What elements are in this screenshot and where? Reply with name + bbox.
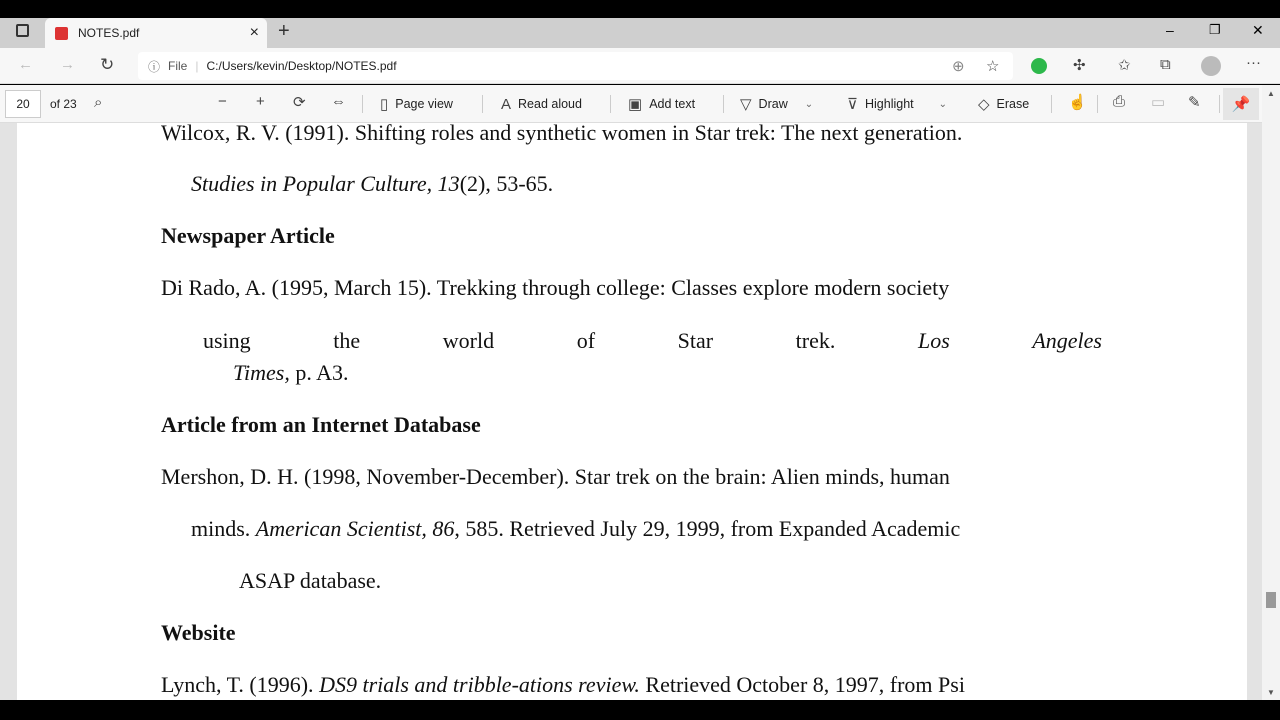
chevron-down-icon[interactable]: ⌄ xyxy=(938,98,948,110)
save-as-button[interactable]: ✎ xyxy=(1188,94,1201,111)
heading-newspaper: Newspaper Article xyxy=(161,223,335,248)
info-icon: ⓘ xyxy=(148,59,161,74)
collections-icon[interactable]: ⧉ xyxy=(1160,56,1171,73)
scroll-up-arrow[interactable]: ▲ xyxy=(1267,89,1275,98)
rotate-button[interactable]: ⟳ xyxy=(293,94,306,111)
erase-button[interactable]: ◇ Erase xyxy=(978,96,1030,113)
zoom-out-button[interactable]: − xyxy=(218,93,227,110)
reference-mershon-cont: minds. American Scientist, 86, 585. Retrieved July 29, 1999, from Expanded Academic xyxy=(191,516,961,541)
heading-website: Website xyxy=(161,620,236,645)
back-button[interactable]: ← xyxy=(18,56,33,73)
pdf-viewer xyxy=(0,123,1262,700)
read-aloud-button[interactable]: A Read aloud xyxy=(501,95,582,113)
reference-mershon-end: ASAP database. xyxy=(239,568,382,593)
zoom-icon[interactable]: ⊕ xyxy=(952,58,965,75)
page-count: of 23 xyxy=(50,97,77,111)
chevron-down-icon[interactable]: ⌄ xyxy=(804,98,814,110)
avatar[interactable] xyxy=(1201,56,1221,76)
pdf-icon xyxy=(55,27,68,40)
add-text-button[interactable]: ▣ Add text xyxy=(628,96,696,113)
pdf-toolbar xyxy=(0,85,1280,123)
page-view-button[interactable]: ▯ Page view xyxy=(380,96,453,113)
fit-width-button[interactable]: ⇔ xyxy=(331,93,346,110)
touch-icon: ☝ xyxy=(1068,94,1087,111)
reference-lynch: Lynch, T. (1996). DS9 trials and tribble-ations review. Retrieved October 8, 1997, from Psi xyxy=(161,672,965,697)
reference-dirado-end: Times, p. A3. xyxy=(233,360,349,385)
favorite-add-icon[interactable]: ☆ xyxy=(986,58,1000,75)
forward-button[interactable]: → xyxy=(60,56,75,73)
page-view-icon: ▯ xyxy=(380,96,389,113)
scrollbar-thumb[interactable] xyxy=(1266,592,1276,608)
eraser-icon: ◇ xyxy=(978,96,990,113)
refresh-button[interactable]: ↻ xyxy=(100,55,115,74)
zoom-in-button[interactable]: + xyxy=(256,93,265,110)
highlight-icon: ⊽ xyxy=(847,96,858,113)
minimize-button[interactable]: – xyxy=(1166,22,1174,38)
close-tab-button[interactable]: × xyxy=(249,24,259,41)
print-button[interactable]: ⎙ xyxy=(1113,93,1126,110)
read-aloud-icon: A xyxy=(501,95,512,113)
more-menu-icon[interactable]: ··· xyxy=(1246,54,1261,71)
add-text-icon: ▣ xyxy=(628,96,643,113)
new-tab-button[interactable]: + xyxy=(278,20,290,42)
tab-notes-pdf[interactable] xyxy=(45,18,267,48)
page-number-input[interactable]: 20 xyxy=(5,90,41,118)
pdf-page xyxy=(17,123,1247,700)
draw-icon: ▽ xyxy=(740,96,752,113)
save-button[interactable]: ▭ xyxy=(1151,94,1166,111)
tab-actions-icon[interactable] xyxy=(16,24,29,37)
close-window-button[interactable]: ✕ xyxy=(1252,22,1264,38)
heading-internet-database: Article from an Internet Database xyxy=(161,412,481,437)
url-text: C:/Users/kevin/Desktop/NOTES.pdf xyxy=(206,59,397,73)
extensions-icon[interactable]: ✣ xyxy=(1073,57,1086,74)
tab-title: NOTES.pdf xyxy=(78,26,140,40)
reference-dirado: Di Rado, A. (1995, March 15). Trekking through college: Classes explore modern society xyxy=(161,275,950,300)
vertical-scrollbar[interactable] xyxy=(1262,85,1280,700)
extension-check-icon[interactable] xyxy=(1031,58,1047,74)
search-icon[interactable]: ⌕ xyxy=(94,94,103,111)
reference-wilcox-cont: Studies in Popular Culture, 13(2), 53-65. xyxy=(191,171,554,196)
reference-wilcox: Wilcox, R. V. (1991). Shifting roles and synthetic women in Star trek: The next generation. xyxy=(161,123,963,145)
restore-button[interactable]: ❐ xyxy=(1209,22,1221,37)
draw-button[interactable]: ▽ Draw ⌄ xyxy=(740,96,814,113)
scroll-down-arrow[interactable]: ▼ xyxy=(1267,688,1275,697)
reference-mershon: Mershon, D. H. (1998, November-December). Star trek on the brain: Alien minds, human xyxy=(161,464,950,489)
scheme-label: File xyxy=(168,59,188,73)
address-input[interactable]: ⓘ File | C:/Users/kevin/Desktop/NOTES.pdf ⊕ ☆ xyxy=(138,52,1013,80)
highlight-button[interactable]: ⊽ Highlight ⌄ xyxy=(847,96,948,113)
reference-dirado-cont: using the world of Star trek. Los Angeles xyxy=(203,328,1102,353)
pin-toolbar-button[interactable]: 📌 xyxy=(1223,88,1259,120)
favorites-icon[interactable]: ✩ xyxy=(1118,57,1131,74)
